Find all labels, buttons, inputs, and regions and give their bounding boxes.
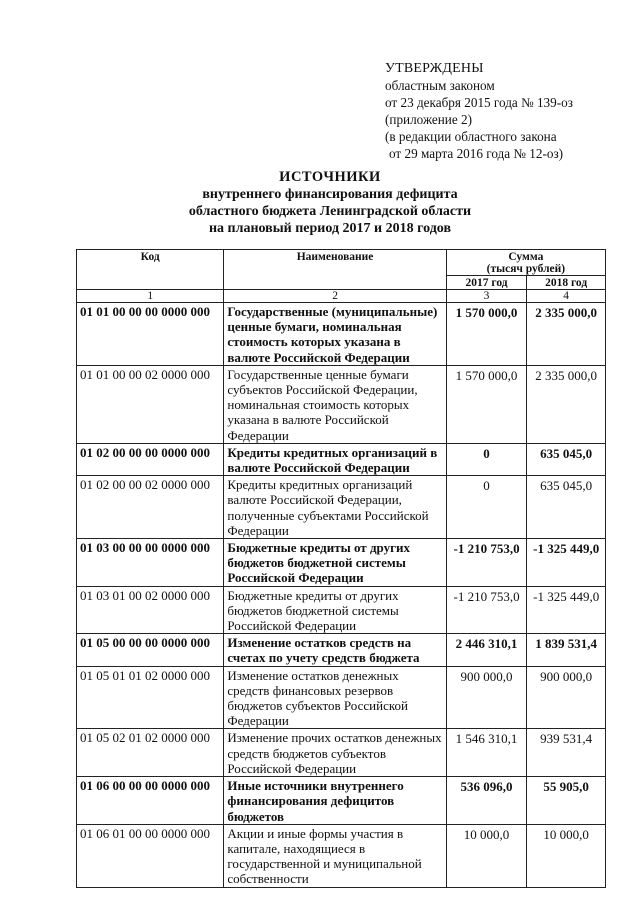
row-name: Изменение остатков средств на счетах по учету средств бюджета bbox=[224, 634, 446, 666]
header-name: Наименование bbox=[224, 250, 446, 290]
table-row bbox=[77, 303, 606, 366]
row-code: 01 03 00 00 00 0000 000 bbox=[77, 539, 224, 587]
table-row bbox=[77, 666, 606, 729]
row-code: 01 06 01 00 00 0000 000 bbox=[77, 824, 224, 887]
row-amount-2018: 55 905,0 bbox=[527, 777, 606, 825]
title-line: ИСТОЧНИКИ bbox=[279, 169, 381, 185]
header-sum-label: Сумма bbox=[508, 251, 544, 263]
approval-line: (приложение 2) bbox=[385, 112, 472, 127]
table-row bbox=[77, 729, 606, 777]
row-name: Акции и иные формы участия в капитале, находящиеся в государственной и муниципальной собственности bbox=[224, 824, 446, 887]
approval-line: (в редакции областного закона bbox=[385, 129, 557, 144]
row-amount-2017: 0 bbox=[446, 476, 527, 539]
header-year-2017: 2017 год bbox=[446, 276, 527, 290]
row-code: 01 03 01 00 02 0000 000 bbox=[77, 586, 224, 634]
row-name: Кредиты кредитных организаций валюте Российской Федерации, полученные субъектами Российской Федерации bbox=[224, 476, 446, 539]
row-name: Бюджетные кредиты от других бюджетов бюджетной системы Российской Федерации bbox=[224, 539, 446, 587]
row-amount-2018: 635 045,0 bbox=[527, 476, 606, 539]
approval-stamp bbox=[385, 60, 573, 162]
row-code: 01 02 00 00 00 0000 000 bbox=[77, 443, 224, 475]
title-line: на плановый период 2017 и 2018 годов bbox=[208, 221, 452, 236]
row-amount-2018: 900 000,0 bbox=[527, 666, 606, 729]
row-name: Иные источники внутреннего финансирования дефицитов бюджетов bbox=[224, 777, 446, 825]
column-number: 3 bbox=[446, 290, 527, 303]
row-name: Изменение остатков денежных средств финансовых резервов бюджетов субъектов Российской Федерации bbox=[224, 666, 446, 729]
title-line: областного бюджета Ленинградской области bbox=[188, 204, 472, 219]
table-row bbox=[77, 539, 606, 587]
row-amount-2017: 0 bbox=[446, 443, 527, 475]
sources-table bbox=[76, 249, 606, 888]
row-amount-2018: 1 839 531,4 bbox=[527, 634, 606, 666]
approval-line: от 29 марта 2016 года № 12-оз) bbox=[389, 146, 564, 161]
table-row bbox=[77, 777, 606, 825]
row-name: Кредиты кредитных организаций в валюте Российской Федерации bbox=[224, 443, 446, 475]
column-number: 4 bbox=[527, 290, 606, 303]
approval-line: от 23 декабря 2015 года № 139-оз bbox=[385, 95, 573, 110]
row-name: Государственные (муниципальные) ценные бумаги, номинальная стоимость которых указана в валюте Российской Федерации bbox=[224, 303, 446, 366]
title-line: внутреннего финансирования дефицита bbox=[202, 187, 458, 202]
table-row bbox=[77, 365, 606, 443]
row-amount-2018: 2 335 000,0 bbox=[527, 303, 606, 366]
row-code: 01 05 00 00 00 0000 000 bbox=[77, 634, 224, 666]
row-code: 01 01 00 00 02 0000 000 bbox=[77, 365, 224, 443]
header-code: Код bbox=[77, 250, 224, 290]
row-code: 01 01 00 00 00 0000 000 bbox=[77, 303, 224, 366]
row-amount-2018: 10 000,0 bbox=[527, 824, 606, 887]
table-row bbox=[77, 824, 606, 887]
approval-heading: УТВЕРЖДЕНЫ bbox=[385, 61, 484, 76]
header-year-2018: 2018 год bbox=[527, 276, 606, 290]
table-row bbox=[77, 634, 606, 666]
row-name: Государственные ценные бумаги субъектов Российской Федерации, номинальная стоимость которых указана в валюте Российской Федерации bbox=[224, 365, 446, 443]
header-sum-unit: (тысяч рублей) bbox=[486, 263, 566, 275]
row-amount-2017: 536 096,0 bbox=[446, 777, 527, 825]
row-amount-2018: 2 335 000,0 bbox=[527, 365, 606, 443]
row-amount-2018: 635 045,0 bbox=[527, 443, 606, 475]
column-number: 2 bbox=[224, 290, 446, 303]
row-amount-2017: 1 570 000,0 bbox=[446, 365, 527, 443]
row-amount-2017: 900 000,0 bbox=[446, 666, 527, 729]
row-amount-2018: -1 325 449,0 bbox=[527, 539, 606, 587]
table-row bbox=[77, 476, 606, 539]
row-amount-2017: 1 570 000,0 bbox=[446, 303, 527, 366]
table-row bbox=[77, 586, 606, 634]
row-code: 01 06 00 00 00 0000 000 bbox=[77, 777, 224, 825]
row-code: 01 05 01 01 02 0000 000 bbox=[77, 666, 224, 729]
row-code: 01 05 02 01 02 0000 000 bbox=[77, 729, 224, 777]
approval-line: областным законом bbox=[385, 78, 495, 93]
row-amount-2017: 2 446 310,1 bbox=[446, 634, 527, 666]
row-name: Бюджетные кредиты от других бюджетов бюджетной системы Российской Федерации bbox=[224, 586, 446, 634]
row-amount-2018: -1 325 449,0 bbox=[527, 586, 606, 634]
row-amount-2017: -1 210 753,0 bbox=[446, 586, 527, 634]
header-sum bbox=[446, 250, 605, 276]
row-amount-2018: 939 531,4 bbox=[527, 729, 606, 777]
document-title bbox=[0, 169, 640, 237]
column-number: 1 bbox=[77, 290, 224, 303]
row-amount-2017: 1 546 310,1 bbox=[446, 729, 527, 777]
row-amount-2017: 10 000,0 bbox=[446, 824, 527, 887]
row-name: Изменение прочих остатков денежных средств бюджетов субъектов Российской Федерации bbox=[224, 729, 446, 777]
row-code: 01 02 00 00 02 0000 000 bbox=[77, 476, 224, 539]
row-amount-2017: -1 210 753,0 bbox=[446, 539, 527, 587]
table-row bbox=[77, 443, 606, 475]
